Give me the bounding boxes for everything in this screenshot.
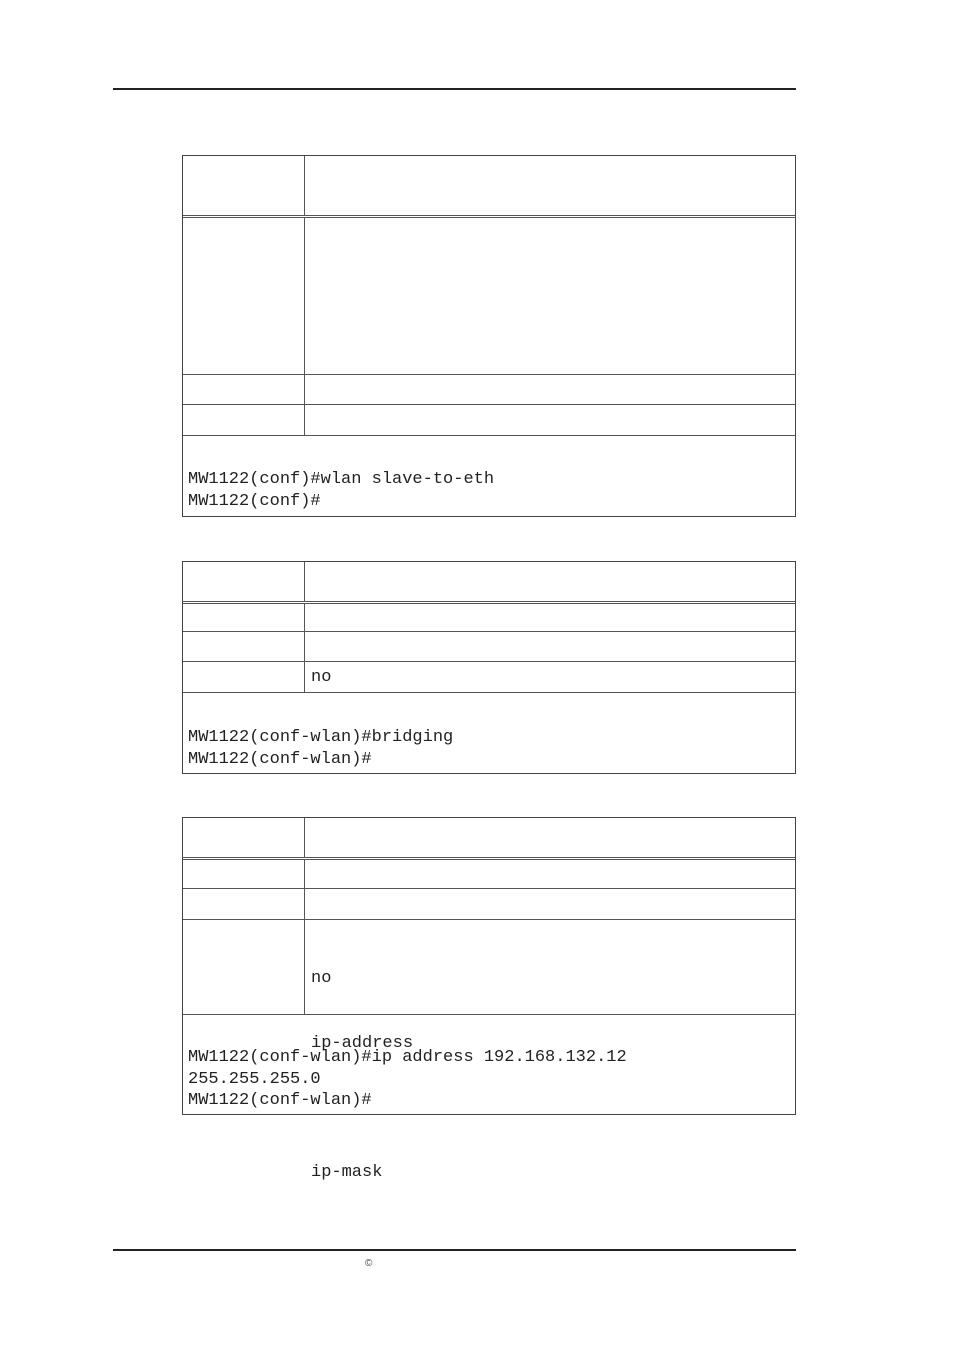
- table-cell-label: [183, 375, 305, 404]
- table-cell-label: [183, 632, 305, 661]
- table-header-row: [183, 562, 795, 604]
- example-line: MW1122(conf)#wlan slave-to-eth: [188, 470, 495, 489]
- table-row: [183, 218, 795, 375]
- table-cell-label: [183, 156, 305, 215]
- table-cell-label: [183, 920, 305, 1014]
- command-table-bridging: [182, 561, 796, 774]
- table-cell-value: [305, 405, 795, 435]
- table-cell-value: [305, 632, 795, 661]
- table-cell-label: [183, 818, 305, 857]
- example-block: [183, 693, 795, 773]
- table-cell-label: [183, 889, 305, 919]
- table-cell-label: [183, 604, 305, 631]
- param-ip-address: ip-address: [311, 1033, 414, 1053]
- table-cell-value: [305, 889, 795, 919]
- table-cell-value: [305, 818, 795, 857]
- table-cell-value: [305, 562, 795, 601]
- example-line: MW1122(conf-wlan)#: [188, 749, 372, 769]
- example-line: MW1122(conf-wlan)#ip address 192.168.132.12: [188, 1048, 627, 1067]
- table-cell-label: [183, 860, 305, 888]
- command-table-ip-address: [182, 817, 796, 1182]
- param-no: no: [311, 969, 332, 988]
- table-row: [183, 405, 795, 436]
- command-table-wlan-slave-to-eth: [182, 155, 796, 517]
- table-cell-value: [305, 860, 795, 888]
- param-spacer: [311, 1097, 795, 1119]
- table-row: [183, 604, 795, 632]
- table-header-row: [183, 156, 795, 218]
- table-cell-value: [305, 375, 795, 404]
- table-cell-label: [183, 218, 305, 374]
- table-row: [183, 889, 795, 920]
- table-cell-label: [183, 405, 305, 435]
- table-header-row: [183, 818, 795, 860]
- table-cell-value: [305, 218, 795, 374]
- table-cell-value: [305, 156, 795, 215]
- example-line: MW1122(conf-wlan)#: [188, 1091, 372, 1110]
- table-cell-label: [183, 662, 305, 692]
- table-row: [183, 662, 795, 693]
- table-cell-label: [183, 562, 305, 601]
- example-line: MW1122(conf)#: [188, 491, 321, 511]
- table-cell-value: [305, 604, 795, 631]
- table-row: [183, 860, 795, 889]
- example-line: MW1122(conf-wlan)#bridging: [188, 728, 454, 747]
- example-line: 255.255.255.0: [188, 1069, 321, 1089]
- copyright-symbol: ©: [365, 1258, 373, 1269]
- table-cell-value: no: [311, 668, 332, 687]
- footer-rule: [113, 1249, 796, 1251]
- table-row: [183, 375, 795, 405]
- example-block: [183, 436, 795, 516]
- param-ip-mask: ip-mask: [311, 1162, 383, 1182]
- header-rule: [113, 88, 796, 90]
- table-row: [183, 632, 795, 662]
